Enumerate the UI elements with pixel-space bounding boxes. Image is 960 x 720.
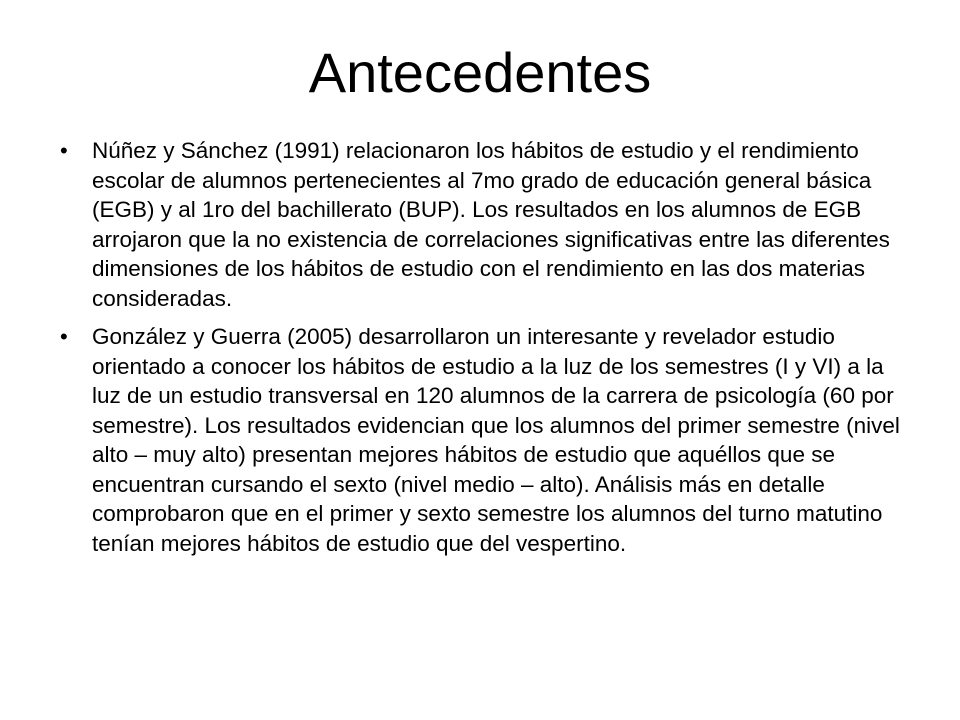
bullet-dot-icon: • bbox=[60, 324, 68, 349]
bullet-dot-icon: • bbox=[60, 138, 68, 163]
bullet-list bbox=[56, 136, 916, 567]
bullet-text: Núñez y Sánchez (1991) relacionaron los hábitos de estudio y el rendimiento escolar de alumnos pertenecientes al 7mo grado de educación general básica (EGB) y al 1ro del bachillerato (BUP). Los resultados en los alumnos de EGB arrojaron que la no existencia de correlaciones significativas entre las diferentes dimensiones de los hábitos de estudio con el rendimiento en las dos materias consideradas. bbox=[92, 138, 890, 311]
bullet-item bbox=[56, 322, 916, 558]
bullet-item bbox=[56, 136, 916, 313]
bullet-text: González y Guerra (2005) desarrollaron un interesante y revelador estudio orientado a conocer los hábitos de estudio a la luz de los semestres (I y VI) a la luz de un estudio transversal en 120 alumnos de la carrera de psicología (60 por semestre). Los resultados evidencian que los alumnos del primer semestre (nivel alto – muy alto) presentan mejores hábitos de estudio que aquéllos que se encuentran cursando el sexto (nivel medio – alto). Análisis más en detalle comprobaron que en el primer y sexto semestre los alumnos del turno matutino tenían mejores hábitos de estudio que del vespertino. bbox=[92, 324, 900, 556]
slide-title: Antecedentes bbox=[308, 41, 652, 104]
